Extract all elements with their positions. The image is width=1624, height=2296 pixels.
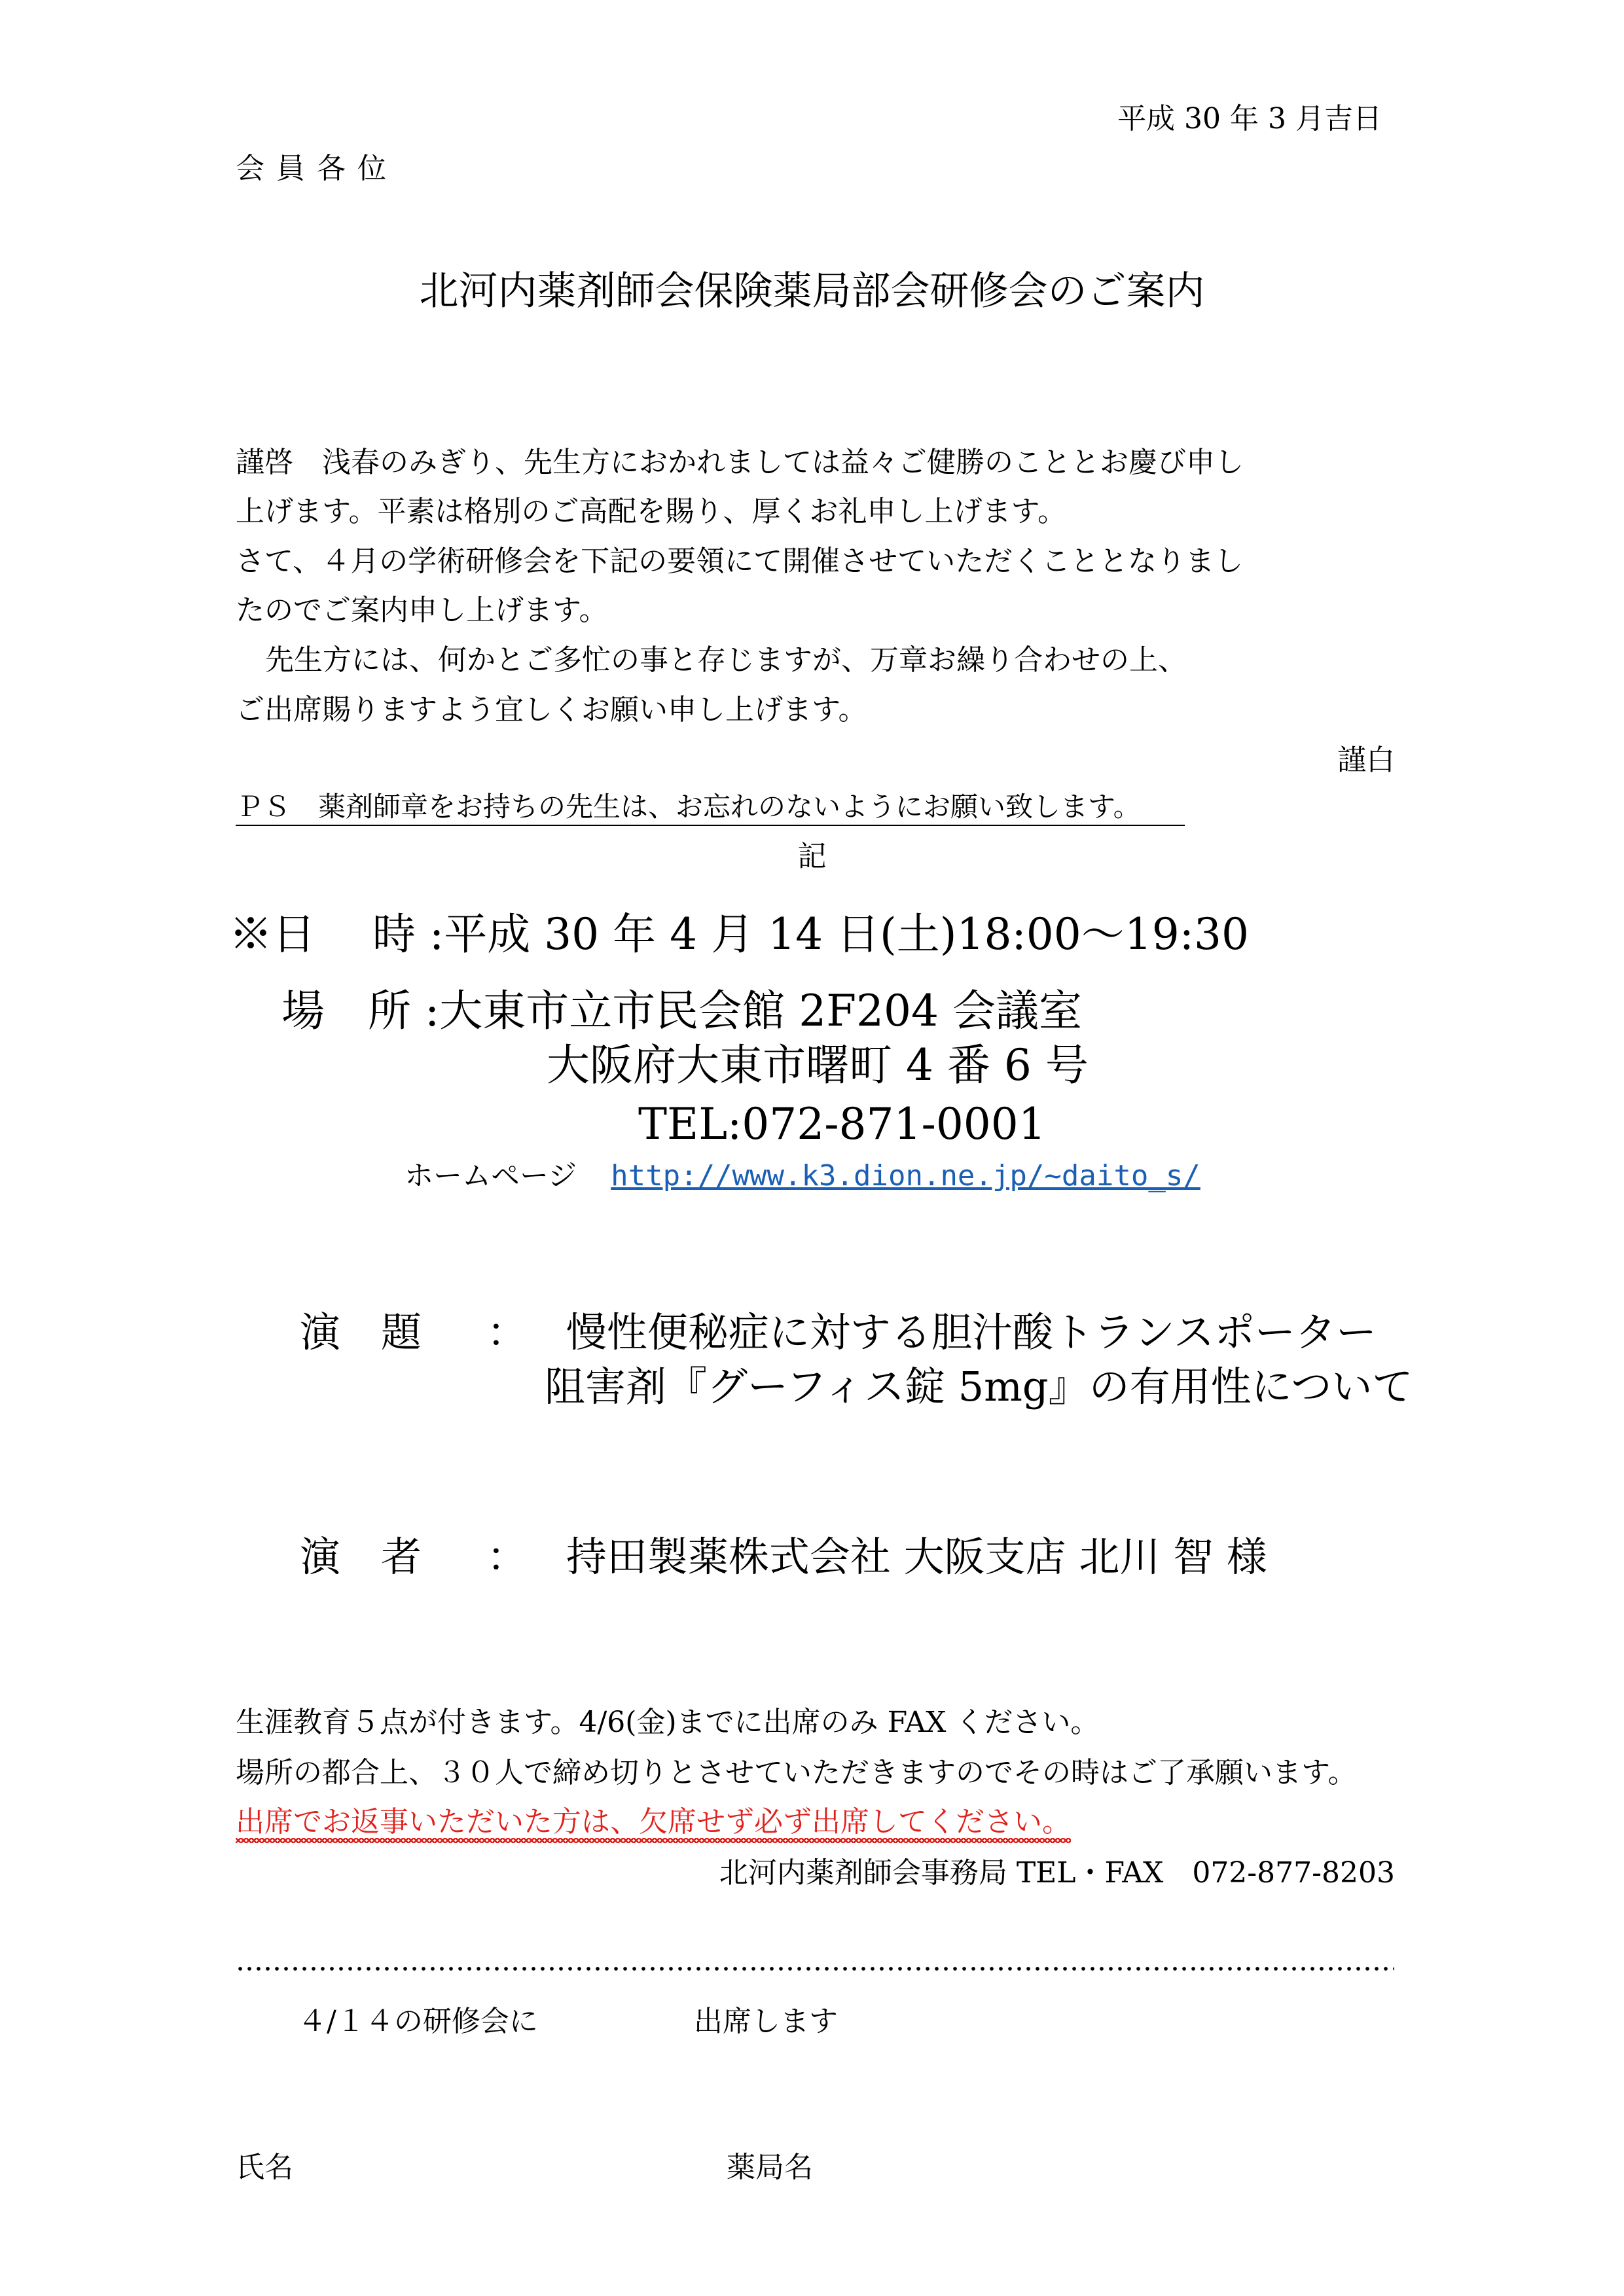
attend-prefix: ４/１４の研修会に [298, 2005, 538, 2038]
homepage-row [405, 1159, 1200, 1193]
homepage-label: ホームページ [405, 1159, 577, 1193]
telephone: TEL:072-871-0001 [638, 1099, 1046, 1149]
note-warning: 出席でお返事いただいた方は、欠席せず必ず出席してください。 [236, 1808, 1071, 1843]
name-label: 氏名 [236, 2151, 293, 2184]
salutation: 会員各位 [236, 152, 398, 185]
datetime-label: ※日 時 [229, 909, 416, 960]
speaker-label: 演 者 [300, 1533, 422, 1581]
topic-line-1: 慢性便秘症に対する胆汁酸トランスポーター [566, 1308, 1377, 1356]
postscript: ＰＳ 薬剤師章をお持ちの先生は、お忘れのないようにお願い致します。 [236, 793, 1185, 826]
note-capacity: 場所の都合上、３０人で締め切りとさせていただきますのでその時はご了承願います。 [236, 1756, 1357, 1789]
body-line-2: 上げます。平素は格別のご高配を賜り、厚くお礼申し上げます。 [236, 495, 1066, 528]
place-row [281, 986, 1082, 1036]
speaker-value: 持田製薬株式会社 大阪支店 北川 智 様 [566, 1533, 1267, 1581]
office-contact: 北河内薬剤師会事務局 TEL・FAX 072-877-8203 [719, 1856, 1395, 1890]
datetime-value: :平成 30 年 4 月 14 日(土)18:00～19:30 [429, 909, 1249, 960]
speaker-separator: ： [486, 1533, 528, 1581]
topic-row [300, 1308, 1377, 1356]
document-date: 平成 30 年 3 月吉日 [1117, 102, 1382, 135]
datetime-row [229, 909, 1249, 960]
ki-marker: 記 [797, 840, 827, 873]
body-line-5: 先生方には、何かとご多忙の事と存じますが、万章お繰り合わせの上、 [265, 643, 1187, 677]
closing-word: 謹白 [1337, 744, 1395, 777]
homepage-link[interactable]: http://www.k3.dion.ne.jp/~daito_s/ [611, 1159, 1200, 1193]
note-credits: 生涯教育５点が付きます。4/6(金)までに出席のみ FAX ください。 [236, 1706, 1100, 1739]
place-value: :大東市立市民会館 2F204 会議室 [424, 986, 1082, 1036]
address: 大阪府大東市曙町 4 番 6 号 [547, 1040, 1089, 1090]
page-title: 北河内薬剤師会保険薬局部会研修会のご案内 [419, 268, 1205, 314]
topic-line-2: 阻害剤『グーフィス錠 5mg』の有用性について [545, 1363, 1413, 1410]
topic-label: 演 題 [300, 1308, 422, 1356]
body-line-1: 謹啓 浅春のみぎり、先生方におかれましては益々ご健勝のこととお慶び申し [236, 446, 1244, 479]
place-label: 場 所 [281, 986, 411, 1036]
body-line-3: さて、４月の学術研修会を下記の要領にて開催させていただくこととなりまし [236, 545, 1244, 578]
pharmacy-label: 薬局名 [727, 2151, 813, 2184]
cut-line-divider [236, 1967, 1394, 1971]
attend-value: 出席します [694, 2005, 838, 2038]
topic-separator: ： [486, 1308, 528, 1356]
speaker-row [300, 1533, 1267, 1581]
body-line-6: ご出席賜りますよう宜しくお願い申し上げます。 [236, 693, 867, 726]
body-line-4: たのでご案内申し上げます。 [236, 594, 608, 627]
